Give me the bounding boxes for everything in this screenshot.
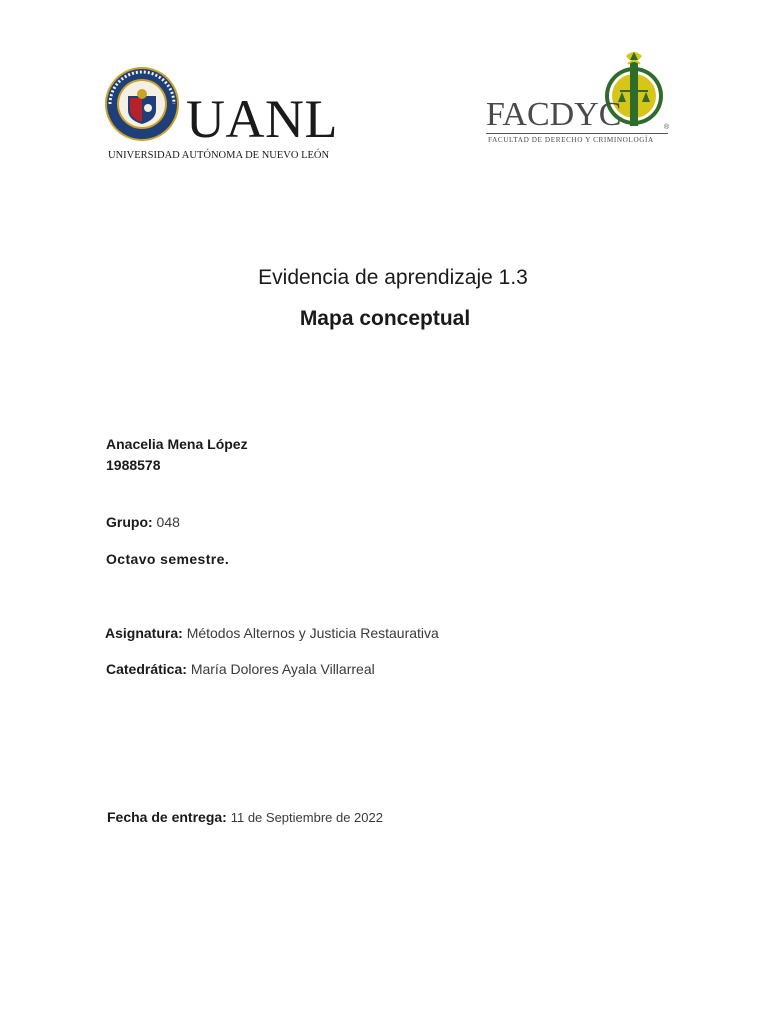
group-line: [106, 514, 180, 530]
facdyc-divider: [486, 133, 668, 134]
uanl-seal-icon: [104, 66, 180, 142]
facdyc-registered-mark: ®: [664, 124, 670, 131]
teacher-label: Catedrática:: [106, 661, 187, 677]
uanl-logo: [104, 66, 338, 166]
facdyc-subtitle: FACULTAD DE DERECHO Y CRIMINOLOGÍA: [488, 136, 654, 144]
student-name: Anacelia Mena López: [106, 436, 248, 452]
student-id: 1988578: [106, 457, 161, 473]
document-subtitle: Mapa conceptual: [299, 307, 471, 330]
due-date-label: Fecha de entrega:: [107, 809, 227, 825]
uanl-wordmark: UANL: [186, 89, 338, 149]
facdyc-logo: [484, 50, 684, 150]
teacher-value: María Dolores Ayala Villarreal: [190, 661, 375, 677]
due-date-line: [107, 809, 383, 825]
document-title: Evidencia de aprendizaje 1.3: [258, 266, 528, 289]
subject-value: Métodos Alternos y Justicia Restaurativa: [186, 625, 439, 641]
uanl-subtitle: UNIVERSIDAD AUTÓNOMA DE NUEVO LEÓN: [108, 150, 330, 161]
subject-label: Asignatura:: [105, 625, 183, 641]
facdyc-wordmark: FACDYC: [486, 96, 622, 133]
group-label: Grupo:: [106, 514, 153, 530]
teacher-line: [106, 661, 375, 677]
subject-line: [105, 625, 439, 641]
due-date-value: 11 de Septiembre de 2022: [230, 810, 383, 825]
group-value: 048: [156, 514, 180, 530]
semester-line: Octavo semestre.: [106, 551, 230, 567]
